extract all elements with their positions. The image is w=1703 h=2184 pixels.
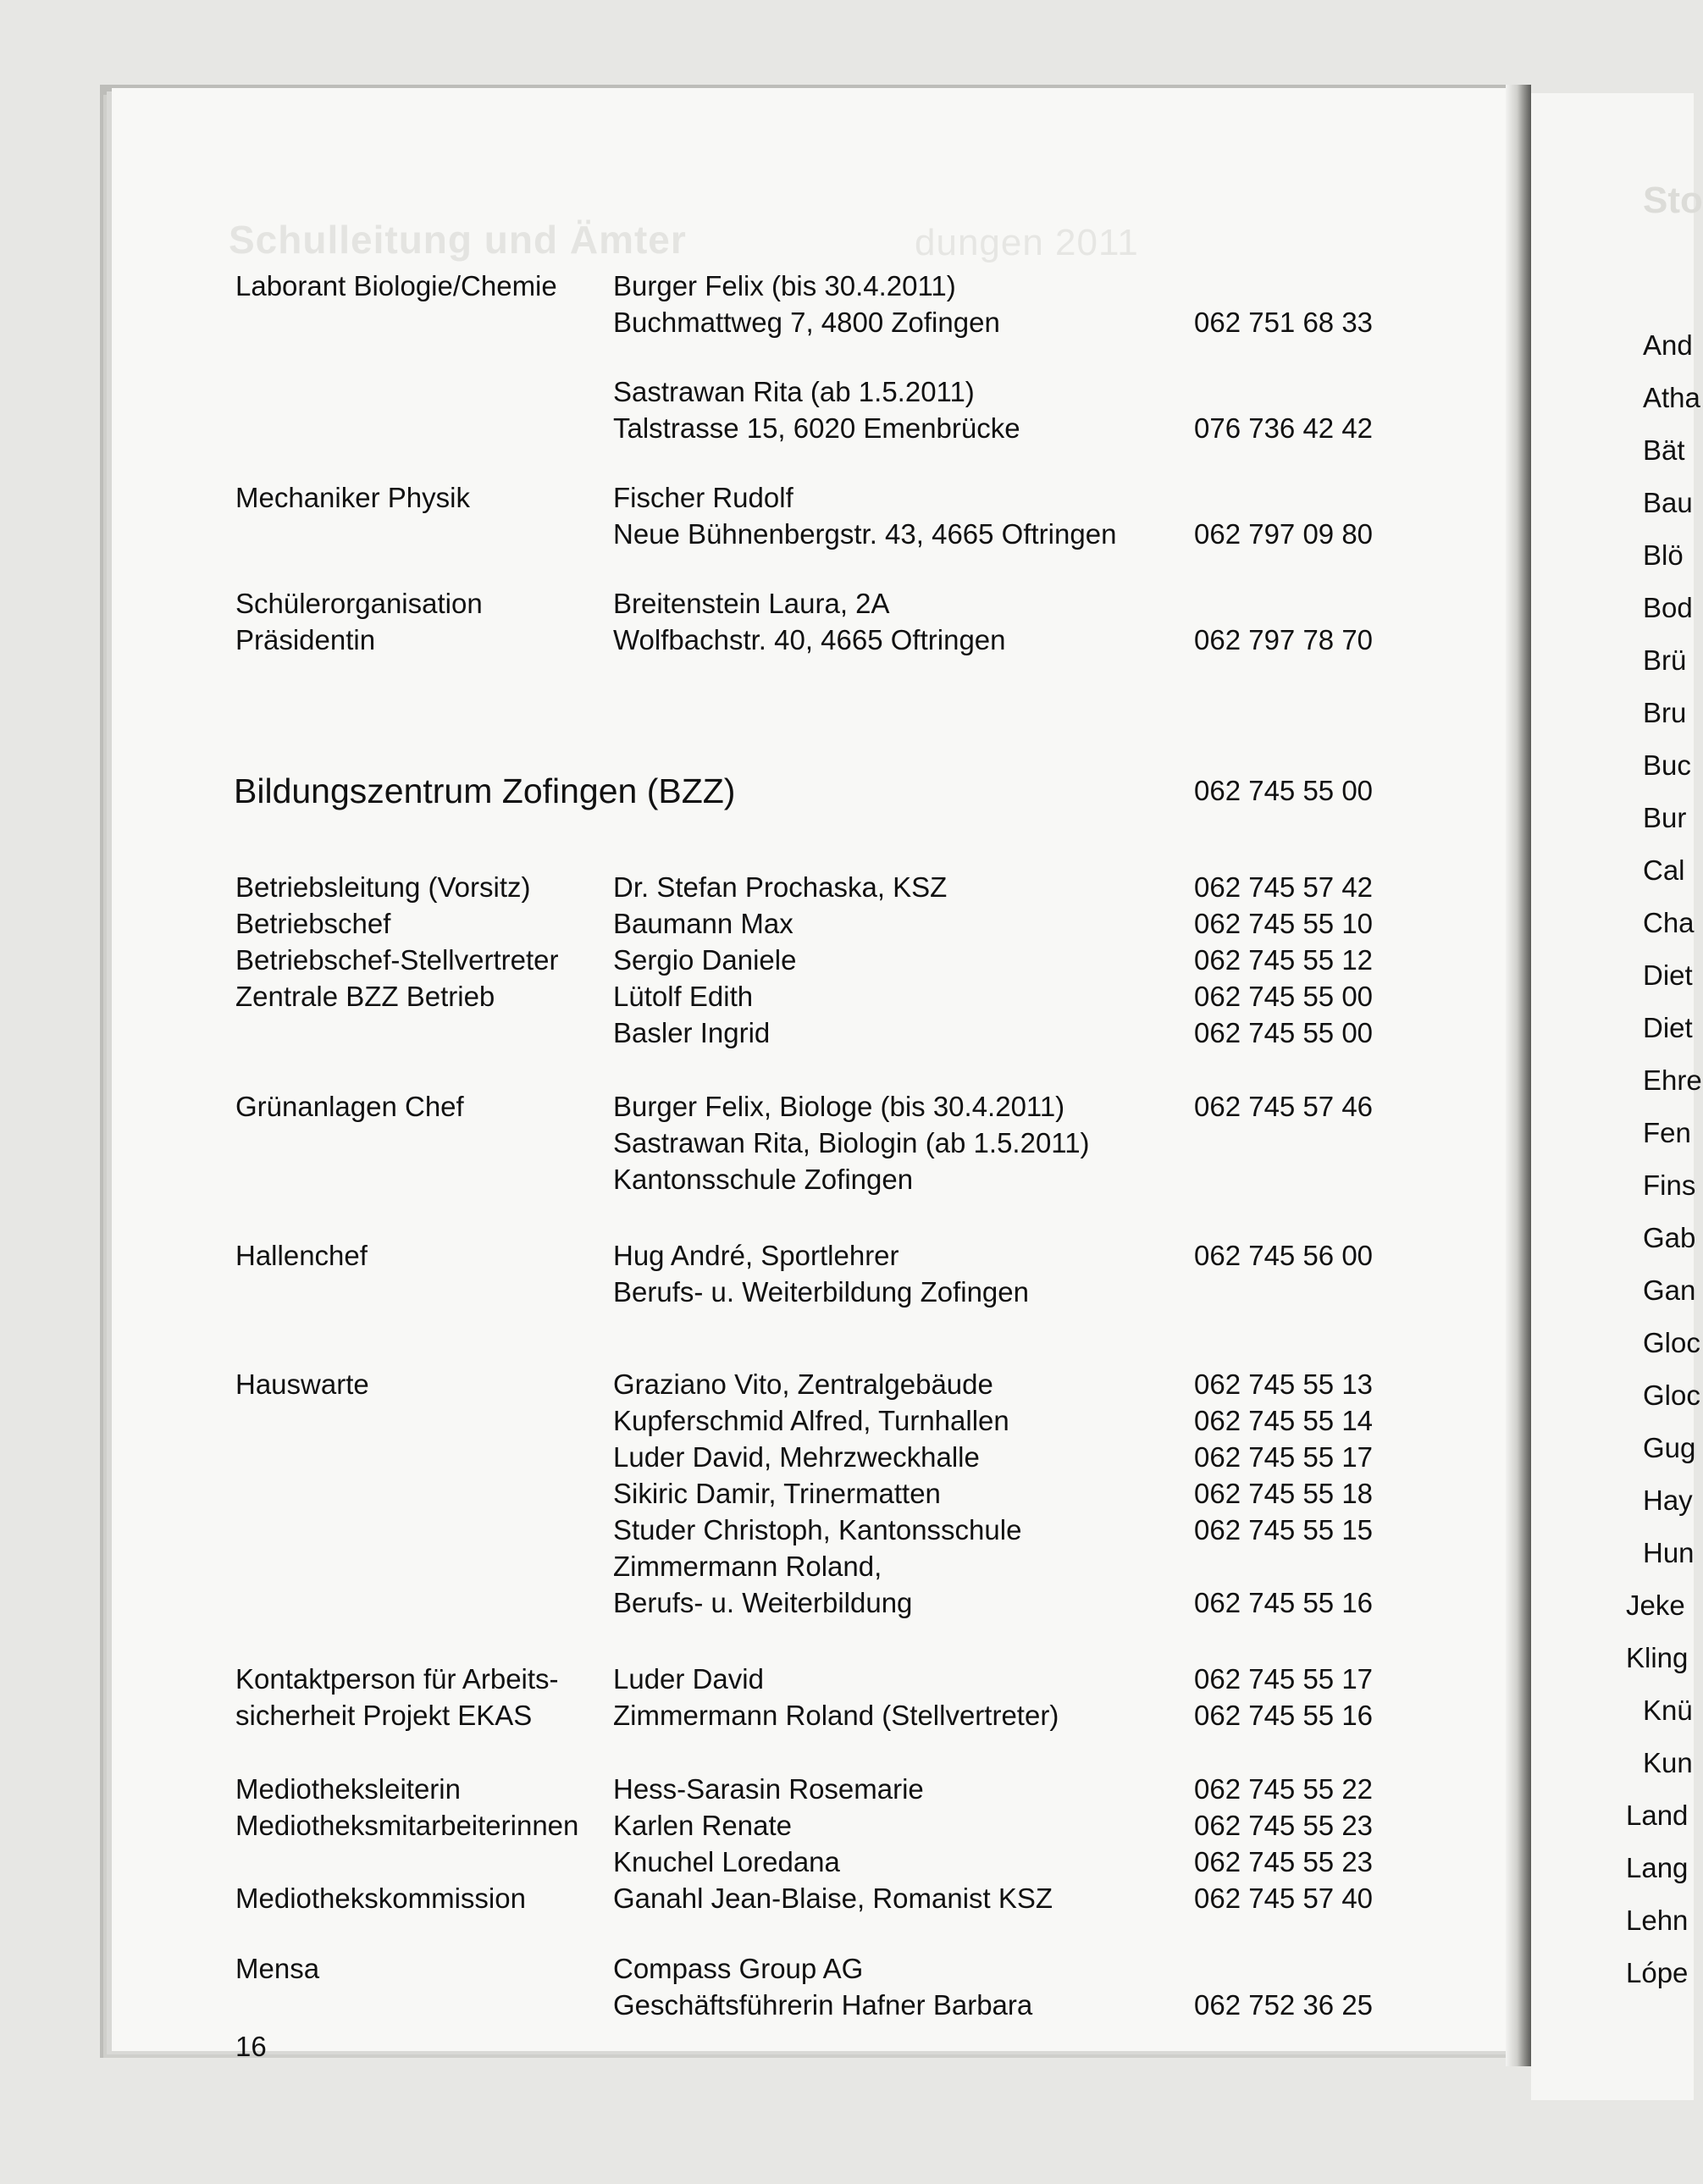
contact-name: Berufs- u. Weiterbildung [613, 1587, 913, 1618]
phone-number: 062 745 55 00 [1194, 1017, 1374, 1048]
right-page-fragment: Blö [1643, 539, 1684, 571]
phone-number: 062 752 36 25 [1194, 1989, 1374, 2021]
right-page-ghost: Sto [1643, 180, 1703, 221]
contact-name: Wolfbachstr. 40, 4665 Oftringen [613, 624, 1006, 655]
section-heading-bzz: Bildungszentrum Zofingen (BZZ) [234, 771, 736, 810]
phone-number: 062 745 55 00 [1194, 981, 1374, 1012]
role-label: Mediotheksleiterin [235, 1773, 461, 1805]
right-page-fragment: Bod [1643, 592, 1693, 623]
phone-number: 062 745 57 42 [1194, 871, 1374, 903]
right-page-fragment: Kun [1643, 1747, 1693, 1778]
contact-name: Kantonsschule Zofingen [613, 1164, 914, 1195]
right-page-fragment: Buc [1643, 749, 1691, 781]
contact-name: Lütolf Edith [613, 981, 754, 1012]
phone-number: 062 745 55 16 [1194, 1587, 1374, 1618]
contact-name: Berufs- u. Weiterbildung Zofingen [613, 1276, 1029, 1308]
bleed-through-heading: Schulleitung und Ämter [229, 218, 687, 262]
right-page-fragment: Lang [1626, 1852, 1689, 1883]
role-label: Hallenchef [235, 1240, 368, 1271]
contact-name: Burger Felix (bis 30.4.2011) [613, 270, 956, 301]
contact-name: Knuchel Loredana [613, 1846, 840, 1877]
contact-name: Burger Felix, Biologe (bis 30.4.2011) [613, 1091, 1065, 1122]
right-page-fragment: Atha [1643, 382, 1700, 413]
right-page-fragment: Hay [1643, 1485, 1693, 1516]
contact-name: Compass Group AG [613, 1953, 864, 1984]
right-page-fragment: Bau [1643, 487, 1693, 518]
contact-name: Luder David, Mehrzweckhalle [613, 1441, 980, 1473]
contact-name: Hess-Sarasin Rosemarie [613, 1773, 924, 1805]
contact-name: Dr. Stefan Prochaska, KSZ [613, 871, 948, 903]
phone-number: 062 745 57 40 [1194, 1883, 1374, 1914]
contact-name: Kupferschmid Alfred, Turnhallen [613, 1405, 1009, 1436]
phone-number: 062 745 55 17 [1194, 1441, 1374, 1473]
right-page-fragment: Gloc [1643, 1380, 1700, 1411]
role-label: Grünanlagen Chef [235, 1091, 464, 1122]
right-page-fragment: Gan [1643, 1274, 1696, 1306]
right-page-fragment: And [1643, 329, 1693, 361]
right-page-fragment: Bru [1643, 697, 1687, 728]
role-label: Mechaniker Physik [235, 482, 470, 513]
right-page-fragment: Fen [1643, 1117, 1691, 1148]
right-page-fragment: Fins [1643, 1169, 1696, 1201]
right-page-fragment: Diet [1643, 1012, 1693, 1043]
right-page-fragment: Lehn [1626, 1905, 1689, 1936]
contact-name: Zimmermann Roland, [613, 1551, 882, 1582]
role-label: Betriebschef [235, 908, 391, 939]
right-page-fragment: Cha [1643, 907, 1695, 938]
phone-number: 062 745 55 14 [1194, 1405, 1374, 1436]
phone-number: 062 745 55 23 [1194, 1810, 1374, 1841]
role-label: Präsidentin [235, 624, 376, 655]
right-page-fragment: Gab [1643, 1222, 1696, 1253]
contact-name: Baumann Max [613, 908, 793, 939]
right-page-fragment: Bur [1643, 802, 1687, 833]
contact-name: Neue Bühnenbergstr. 43, 4665 Oftringen [613, 518, 1117, 550]
right-page-fragment: Cal [1643, 854, 1685, 886]
role-label: sicherheit Projekt EKAS [235, 1700, 533, 1731]
contact-name: Sikiric Damir, Trinermatten [613, 1478, 941, 1509]
contact-name: Sastrawan Rita (ab 1.5.2011) [613, 376, 975, 407]
contact-name: Sergio Daniele [613, 944, 797, 976]
phone-number: 062 745 55 15 [1194, 1514, 1374, 1545]
phone-number: 062 745 55 17 [1194, 1663, 1374, 1695]
right-page-fragment: Jeke [1626, 1590, 1685, 1621]
phone-number: 062 745 55 12 [1194, 944, 1374, 976]
phone-number: 062 745 57 46 [1194, 1091, 1374, 1122]
role-label: Mensa [235, 1953, 320, 1984]
contact-name: Geschäftsführerin Hafner Barbara [613, 1989, 1033, 2021]
role-label: Betriebschef-Stellvertreter [235, 944, 559, 976]
phone-number: 062 745 55 22 [1194, 1773, 1374, 1805]
right-page-fragment: Ehre [1643, 1064, 1702, 1096]
contact-name: Zimmermann Roland (Stellvertreter) [613, 1700, 1059, 1731]
right-page-fragment: Land [1626, 1800, 1689, 1831]
right-page-fragment: Hun [1643, 1537, 1695, 1568]
phone-number: 062 745 55 16 [1194, 1700, 1374, 1731]
right-page-fragment: Lópe [1626, 1957, 1689, 1988]
right-page-fragment: Knü [1643, 1695, 1693, 1726]
role-label: Mediotheksmitarbeiterinnen [235, 1810, 579, 1841]
right-page-fragment: Diet [1643, 959, 1693, 991]
role-label: Zentrale BZZ Betrieb [235, 981, 495, 1012]
contact-name: Ganahl Jean-Blaise, Romanist KSZ [613, 1883, 1053, 1914]
right-page-fragment: Bät [1643, 434, 1685, 466]
role-label: Kontaktperson für Arbeits- [235, 1663, 559, 1695]
contact-name: Breitenstein Laura, 2A [613, 588, 890, 619]
role-label: Laborant Biologie/Chemie [235, 270, 557, 301]
right-page-fragment: Kling [1626, 1642, 1689, 1673]
right-page-fragment: Gug [1643, 1432, 1696, 1463]
bleed-through-heading-right: dungen 2011 [915, 222, 1139, 263]
role-label: Mediothekskommission [235, 1883, 526, 1914]
contact-name: Talstrasse 15, 6020 Emenbrücke [613, 412, 1020, 444]
right-page-fragment: Brü [1643, 644, 1687, 676]
contact-name: Hug André, Sportlehrer [613, 1240, 899, 1271]
phone-number: 062 745 55 13 [1194, 1368, 1374, 1400]
contact-name: Basler Ingrid [613, 1017, 771, 1048]
book-gutter [1506, 85, 1531, 2066]
role-label: Hauswarte [235, 1368, 369, 1400]
contact-name: Studer Christoph, Kantonsschule [613, 1514, 1022, 1545]
phone-number: 062 745 55 23 [1194, 1846, 1374, 1877]
role-label: Schülerorganisation [235, 588, 483, 619]
contact-name: Fischer Rudolf [613, 482, 793, 513]
section-heading-phone: 062 745 55 00 [1194, 775, 1374, 806]
phone-number: 062 797 78 70 [1194, 624, 1374, 655]
role-label: Betriebsleitung (Vorsitz) [235, 871, 531, 903]
phone-number: 062 745 55 18 [1194, 1478, 1374, 1509]
phone-number: 076 736 42 42 [1194, 412, 1374, 444]
phone-number: 062 745 56 00 [1194, 1240, 1374, 1271]
contact-name: Graziano Vito, Zentralgebäude [613, 1368, 993, 1400]
contact-name: Sastrawan Rita, Biologin (ab 1.5.2011) [613, 1127, 1090, 1158]
contact-name: Buchmattweg 7, 4800 Zofingen [613, 307, 1000, 338]
contact-name: Luder David [613, 1663, 764, 1695]
right-page-fragment: Gloc [1643, 1327, 1700, 1358]
phone-number: 062 745 55 10 [1194, 908, 1374, 939]
phone-number: 062 797 09 80 [1194, 518, 1374, 550]
phone-number: 062 751 68 33 [1194, 307, 1374, 338]
contact-name: Karlen Renate [613, 1810, 792, 1841]
page-number: 16 [235, 2031, 267, 2062]
